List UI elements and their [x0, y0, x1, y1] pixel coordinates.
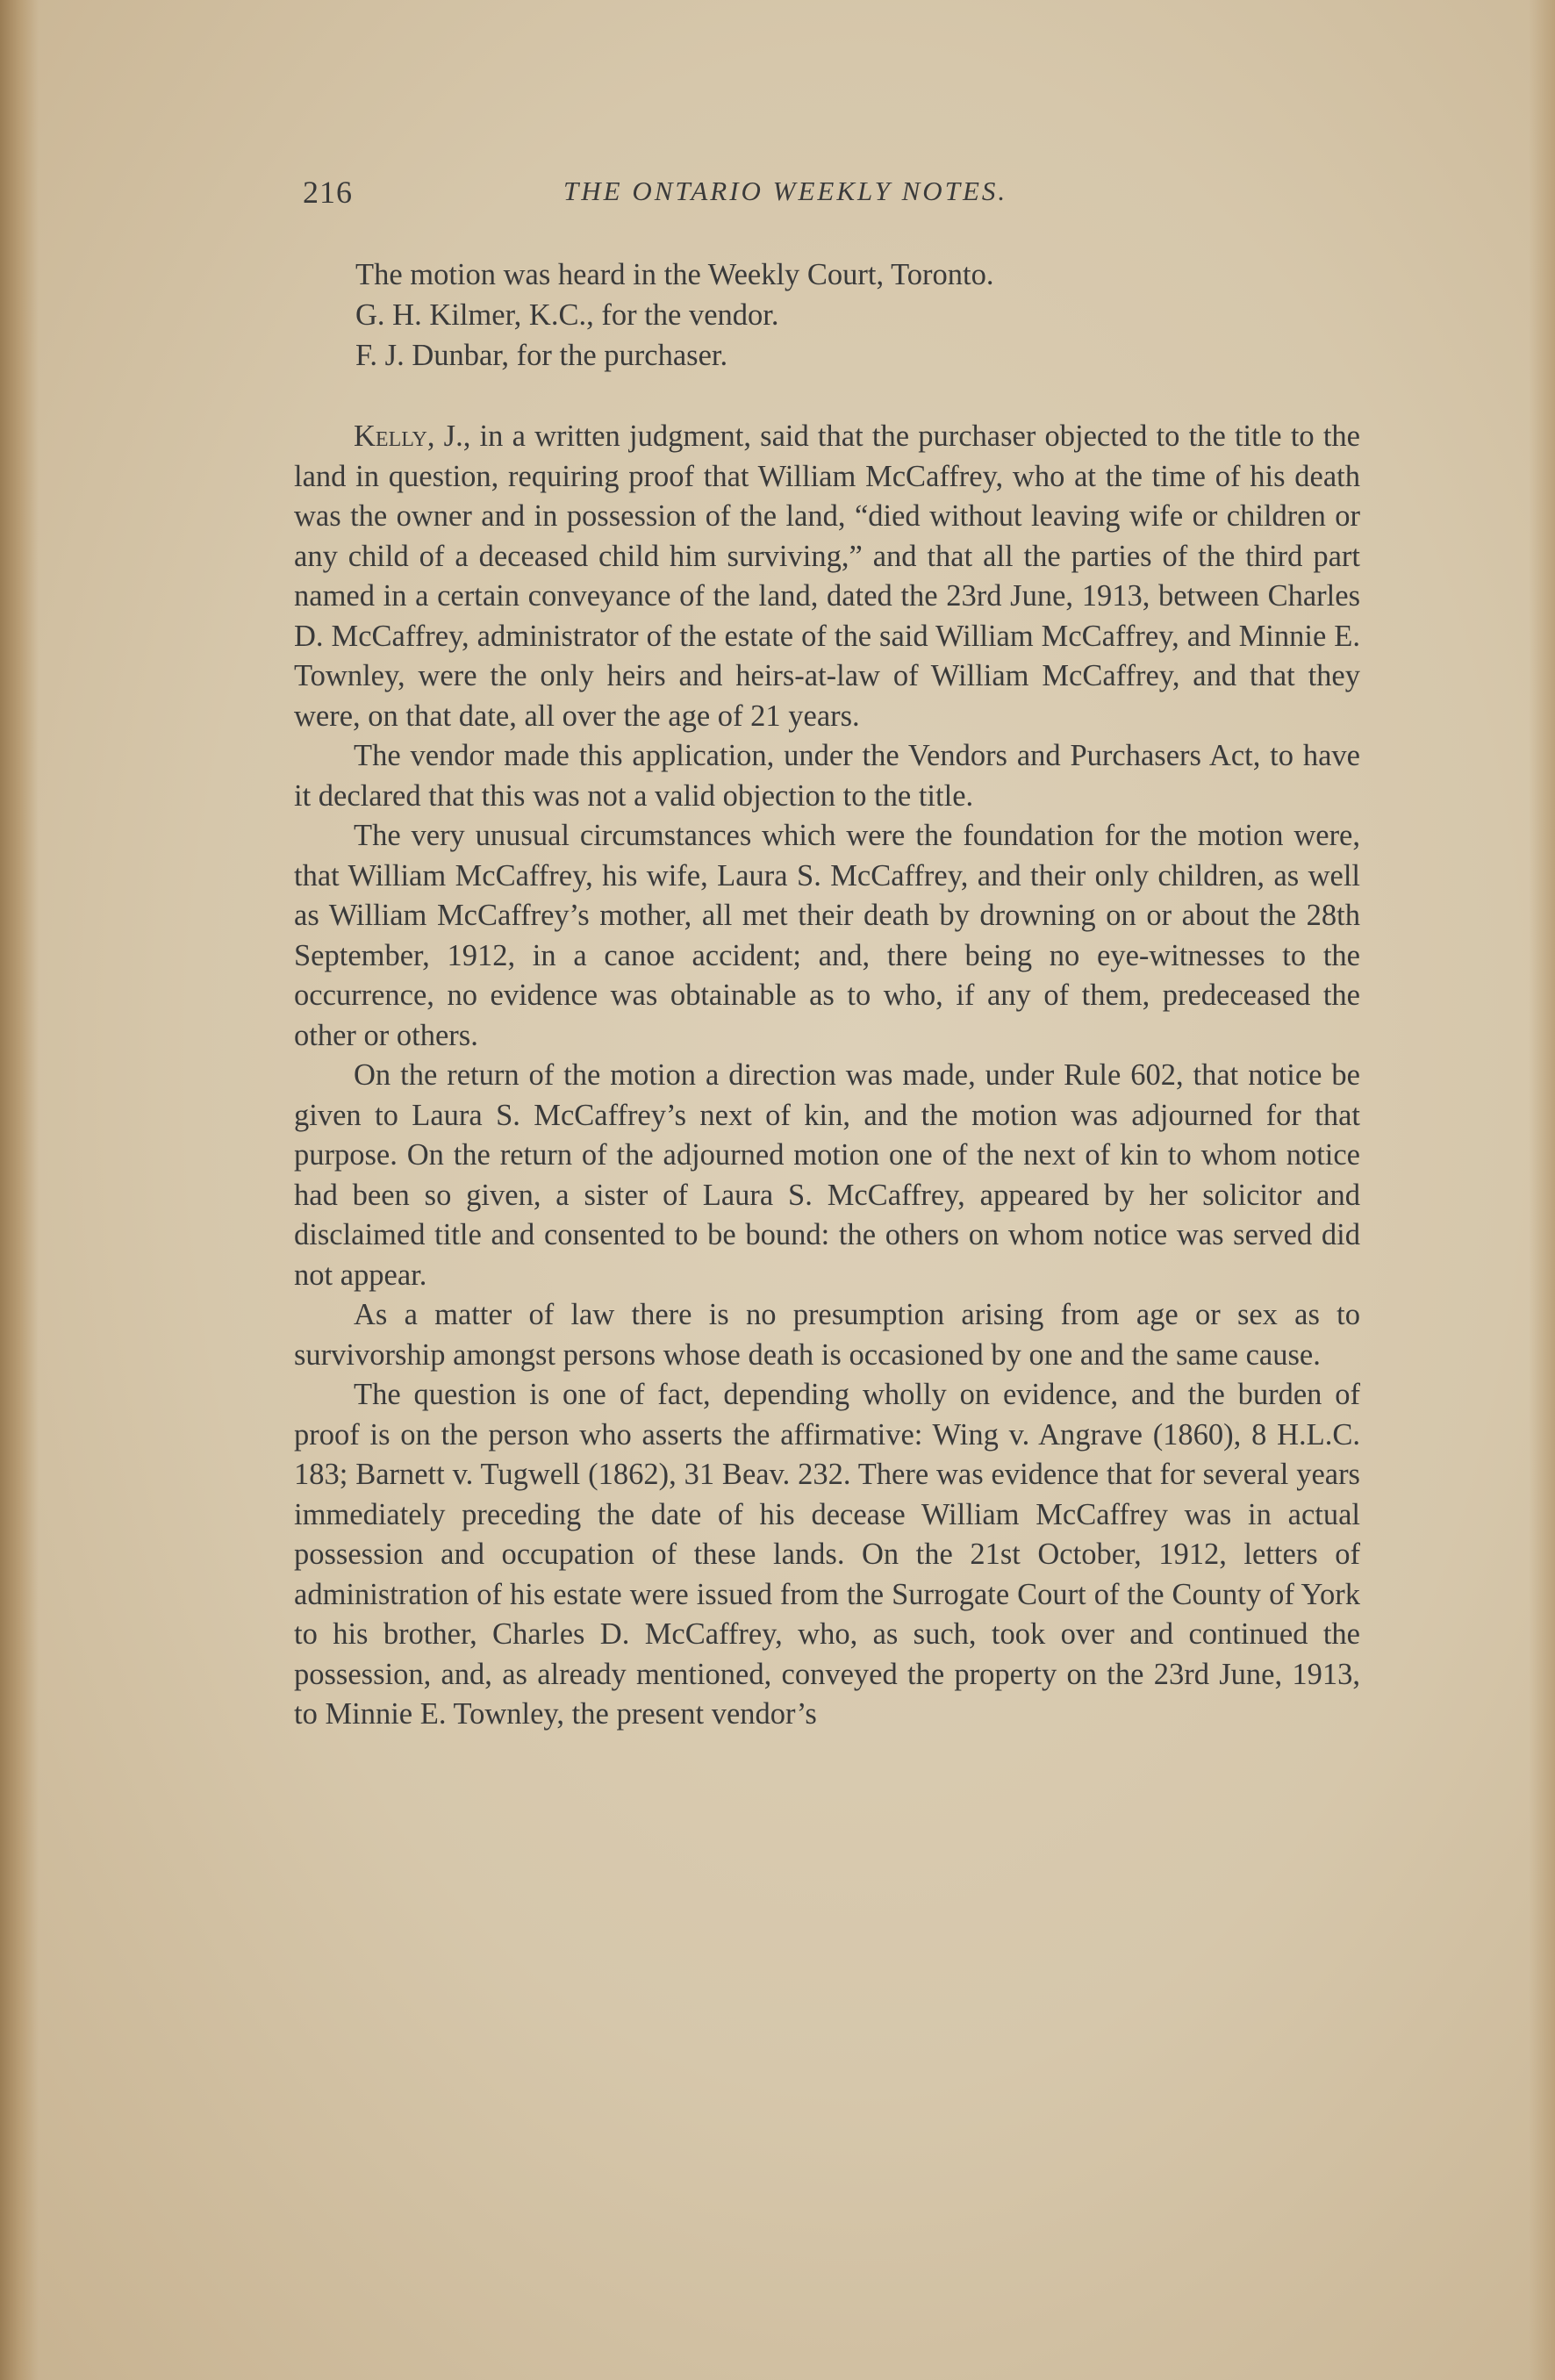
paragraph-2: The vendor made this application, under the Vendors and Purchasers Act, to have it declared that this was not a valid objection to the title. — [294, 739, 1360, 813]
paragraph-1 — [294, 417, 1360, 736]
binding-shadow — [0, 0, 39, 2380]
page-number: 216 — [303, 175, 353, 210]
paragraph-3: The very unusual circumstances which were the foundation for the motion were, that William McCaffrey, his wife, Laura S. McCaffrey, and their only children, as well as William McCaffrey’s mother, all met their death by drowning on or about the 28th September, 1912, in a canoe accident; and, there being no eye-witnesses to the occurrence, no evidence was obtainable as to who, if any of them, predeceased the other or others. — [294, 819, 1360, 1052]
counsel-block — [355, 254, 1365, 376]
page-header — [303, 174, 1351, 218]
hearing-line: The motion was heard in the Weekly Court, Toronto. — [355, 258, 994, 291]
vendor-counsel-line: G. H. Kilmer, K.C., for the vendor. — [355, 298, 779, 332]
paragraph-5: As a matter of law there is no presumption arising from age or sex as to survivorship amongst persons whose death is occasioned by one and the same cause. — [294, 1298, 1360, 1372]
paragraph-1-text: , J., in a written judgment, said that the purchaser objected to the title to the land in question, requiring proof that William McCaffrey, who at the time of his death was the owner and in possession of the land, “died without leaving wife or children or any child of a deceased child him surviving,” and that all the parties of the third part named in a certain conveyance of the land, dated the 23rd June, 1913, between Charles D. McCaffrey, administrator of the estate of the said William McCaffrey, and Minnie E. Townley, were the only heirs and heirs-at-law of William McCaffrey, and that they were, on that date, all over the age of 21 years. — [294, 419, 1360, 733]
paragraph-4: On the return of the motion a direction was made, under Rule 602, that notice be given to Laura S. McCaffrey’s next of kin, and the motion was adjourned for that purpose. On the return of the adjourned motion one of the next of kin to whom notice had been so given, a sister of Laura S. McCaffrey, appeared by her solicitor and disclaimed title and consented to be bound: the others on whom notice was served did not appear. — [294, 1058, 1360, 1292]
paragraph-6: The question is one of fact, depending wholly on evidence, and the burden of proof is on the person who asserts the affirmative: Wing v. Angrave (1860), 8 H.L.C. 183; Barnett v. Tugwell (1862), 31 Beav. 232. There was evidence that for several years immediately preceding the date of his decease William McCaffrey was in actual possession and occupation of these lands. On the 21st October, 1912, letters of administration of his estate were issued from the Surrogate Court of the County of York to his brother, Charles D. McCaffrey, who, as such, took over and continued the possession, and, as already mentioned, conveyed the property on the 23rd June, 1913, to Minnie E. Townley, the present vendor’s — [294, 1378, 1360, 1731]
judgment-text — [294, 417, 1360, 1735]
purchaser-counsel-line: F. J. Dunbar, for the purchaser. — [355, 339, 728, 372]
page-edge-shadow — [1529, 0, 1555, 2380]
judge-name: Kelly — [354, 419, 427, 453]
running-title: THE ONTARIO WEEKLY NOTES. — [563, 176, 1008, 206]
